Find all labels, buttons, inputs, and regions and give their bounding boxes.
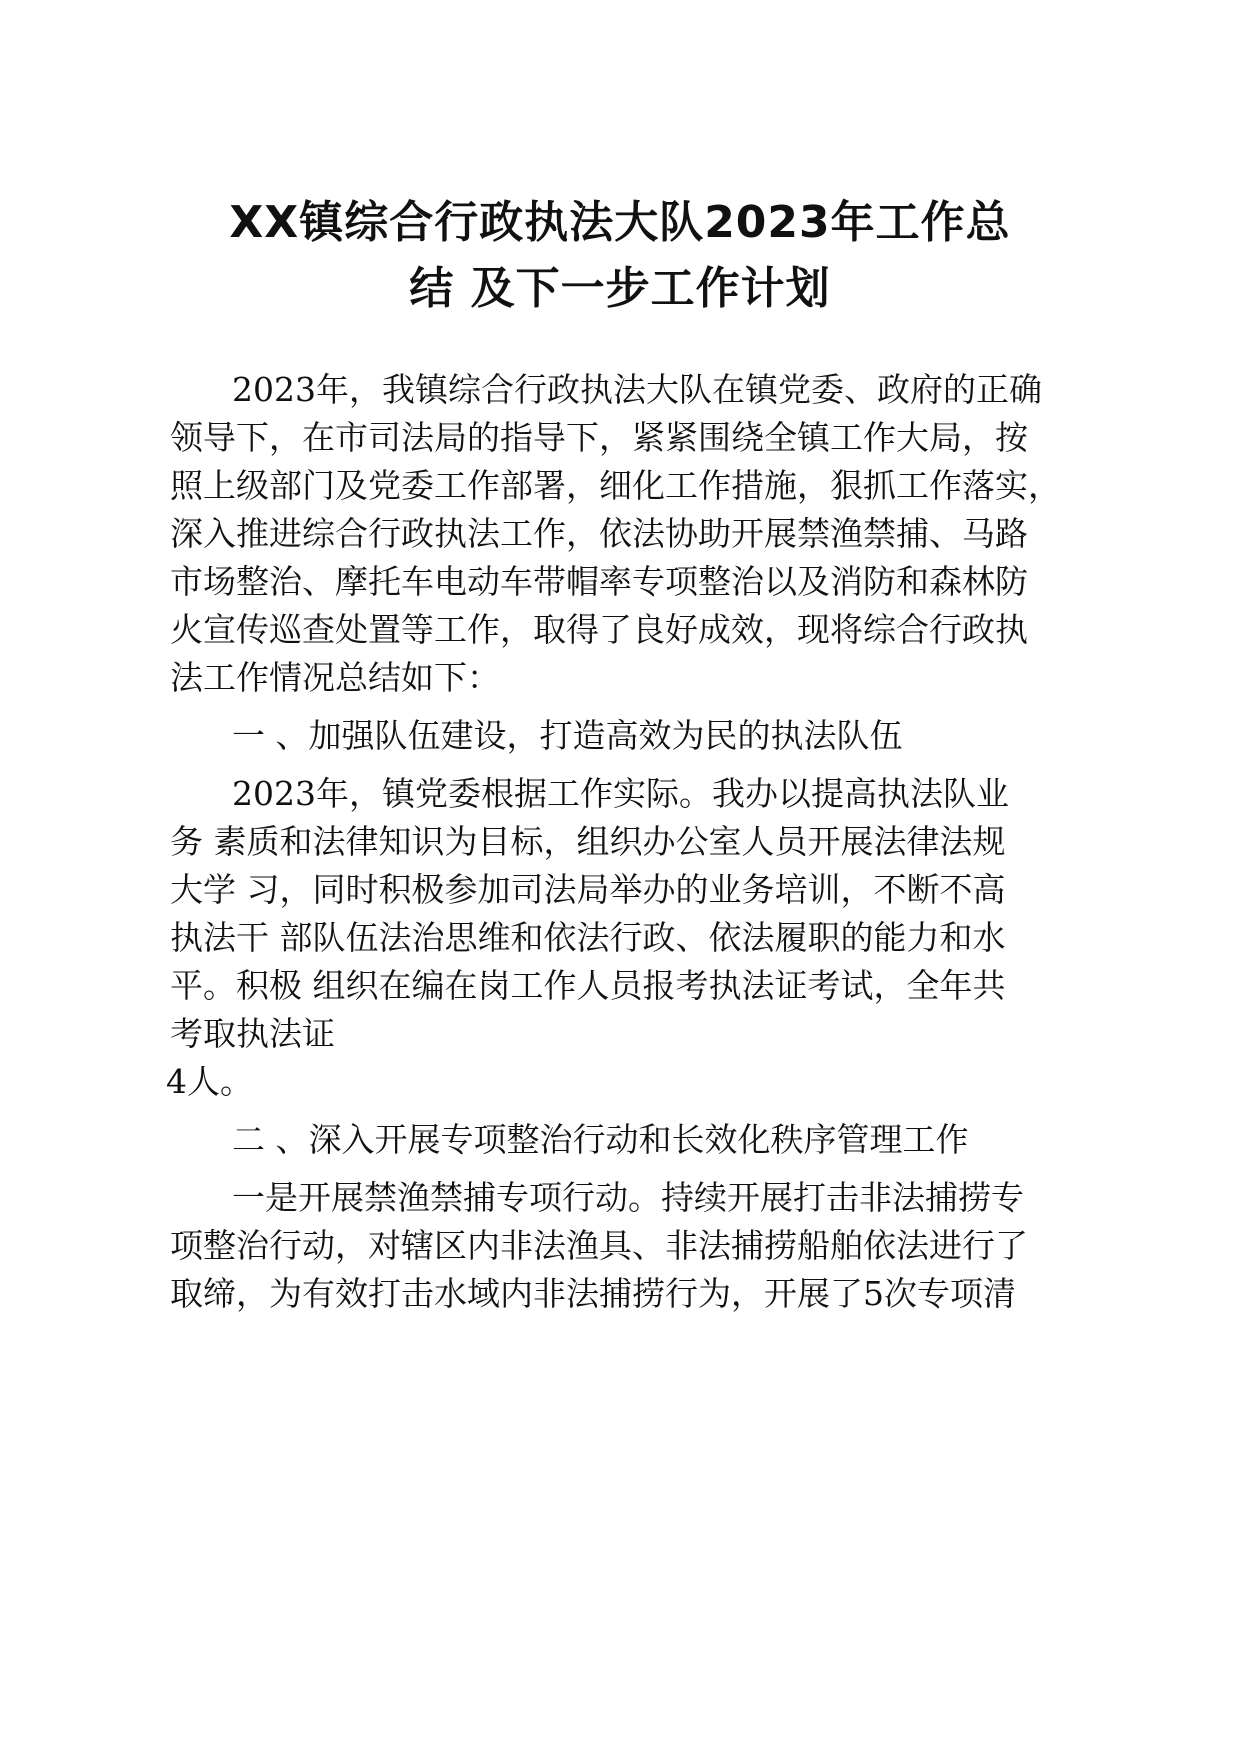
paragraph-2-line-5: 平。积极 组织在编在岗工作人员报考执法证考试，全年共: [170, 966, 1006, 1005]
paragraph-2-line-1: 2023年，镇党委根据工作实际。我办以提高执法队业: [232, 774, 1009, 813]
section-heading-1: 一 、加强队伍建设，打造高效为民的执法队伍: [232, 716, 903, 755]
paragraph-1-line-3: 照上级部门及党委工作部署，细化工作措施，狠抓工作落实，: [170, 466, 1061, 505]
paragraph-3-line-1: 一是开展禁渔禁捕专项行动。持续开展打击非法捕捞专: [232, 1178, 1024, 1217]
document-title-line-2: 结 及下一步工作计划: [409, 263, 831, 314]
paragraph-2-line-2: 务 素质和法律知识为目标，组织办公室人员开展法律法规: [170, 822, 1006, 861]
paragraph-2-line-7: 4人。: [166, 1062, 253, 1101]
paragraph-1-line-2: 领导下，在市司法局的指导下，紧紧围绕全镇工作大局，按: [170, 418, 1028, 457]
paragraph-1-line-5: 市场整治、摩托车电动车带帽率专项整治以及消防和森林防: [170, 562, 1028, 601]
paragraph-3-line-2: 项整治行动，对辖区内非法渔具、非法捕捞船舶依法进行了: [170, 1226, 1028, 1265]
paragraph-1-line-1: 2023年，我镇综合行政执法大队在镇党委、政府的正确: [232, 370, 1042, 409]
paragraph-1-line-7: 法工作情况总结如下：: [170, 658, 500, 697]
paragraph-2-line-6: 考取执法证: [170, 1014, 335, 1053]
paragraph-2-line-3: 大学 习，同时积极参加司法局举办的业务培训，不断不高: [170, 870, 1006, 909]
paragraph-1-line-6: 火宣传巡查处置等工作，取得了良好成效，现将综合行政执: [170, 610, 1028, 649]
document-title-line-1: XX镇综合行政执法大队2023年工作总: [229, 197, 1011, 248]
section-heading-2: 二 、深入开展专项整治行动和长效化秩序管理工作: [232, 1120, 969, 1159]
paragraph-3-line-3: 取缔，为有效打击水域内非法捕捞行为，开展了5次专项清: [170, 1274, 1016, 1313]
paragraph-1-line-4: 深入推进综合行政执法工作，依法协助开展禁渔禁捕、马路: [170, 514, 1028, 553]
paragraph-2-line-4: 执法干 部队伍法治思维和依法行政、依法履职的能力和水: [170, 918, 1006, 957]
